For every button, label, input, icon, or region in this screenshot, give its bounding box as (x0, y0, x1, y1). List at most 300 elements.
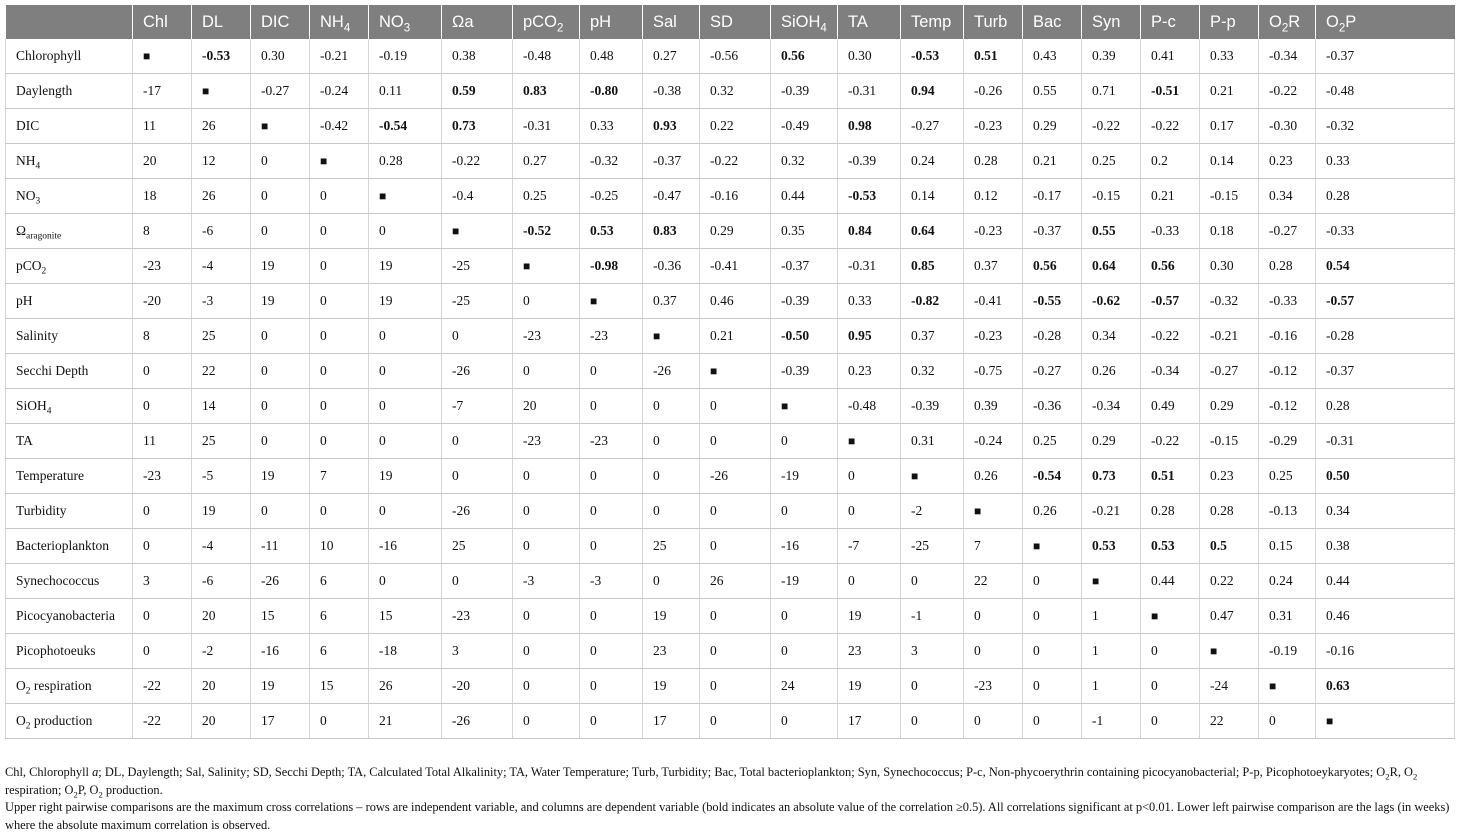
table-cell: -0.26 (964, 74, 1023, 109)
table-cell: -0.37 (1316, 39, 1455, 74)
table-cell: 19 (251, 459, 310, 494)
table-cell: -0.48 (513, 39, 580, 74)
column-header-label: NH (320, 12, 344, 31)
table-cell: 0.32 (700, 74, 771, 109)
table-cell: 0.44 (1141, 564, 1200, 599)
table-cell: 0.28 (1200, 494, 1259, 529)
column-header-label: pH (590, 12, 612, 31)
table-cell: 0.27 (643, 39, 700, 74)
table-cell: -0.36 (643, 249, 700, 284)
table-cell: 0 (580, 389, 643, 424)
column-header-subscript: 4 (343, 21, 351, 34)
table-cell: 0 (369, 494, 442, 529)
table-cell: -0.34 (1259, 39, 1316, 74)
column-header-label: NO (379, 12, 404, 31)
table-cell: -0.29 (1259, 424, 1316, 459)
table-cell: -0.21 (1200, 319, 1259, 354)
table-cell: -23 (964, 669, 1023, 704)
table-cell: -0.33 (1316, 214, 1455, 249)
diagonal-marker: ■ (1200, 634, 1259, 669)
table-cell: 0.18 (1200, 214, 1259, 249)
table-cell: 0 (513, 354, 580, 389)
table-cell: 18 (133, 179, 192, 214)
table-cell: 0.29 (1023, 109, 1082, 144)
row-label (6, 599, 133, 634)
table-cell: -1 (901, 599, 964, 634)
table-cell: 0 (133, 599, 192, 634)
table-cell: -0.16 (1259, 319, 1316, 354)
table-cell: 0.30 (838, 39, 901, 74)
table-cell: 25 (442, 529, 513, 564)
table-cell: -23 (580, 424, 643, 459)
table-cell: 22 (192, 354, 251, 389)
diagonal-marker: ■ (771, 389, 838, 424)
table-cell: 0.23 (1259, 144, 1316, 179)
column-header (251, 5, 310, 39)
table-cell: 0 (133, 634, 192, 669)
table-cell: 0.31 (901, 424, 964, 459)
table-cell: 0.23 (838, 354, 901, 389)
column-header-label: pCO (523, 12, 557, 31)
table-cell: -16 (251, 634, 310, 669)
table-cell: -26 (700, 459, 771, 494)
table-cell: -26 (442, 704, 513, 739)
row-label (6, 529, 133, 564)
table-cell: -0.39 (771, 284, 838, 319)
table-row (6, 389, 1455, 424)
footnote-abbreviations: Chl, Chlorophyll a; DL, Daylength; Sal, Salinity; SD, Secchi Depth; TA, Calculated Total Alkalinity; TA, Water Temperature; Turb, Turbidity; Bac, Total bacterioplankton; Syn, Synechococcus; P-c, Non-phycoerythrin containing picocyanobacterial; P-p, Picophotoeykaryotes; $O_2R$, $O_2$ respiration; $O_2P$, $O_2$ production. (5, 765, 1418, 799)
table-cell: 0.21 (1023, 144, 1082, 179)
table-cell: -0.31 (1316, 424, 1455, 459)
column-header (192, 5, 251, 39)
table-cell: -24 (1200, 669, 1259, 704)
table-cell: 0 (580, 599, 643, 634)
diagonal-marker: ■ (442, 214, 513, 249)
table-cell: 0.28 (964, 144, 1023, 179)
table-cell: 0 (838, 459, 901, 494)
table-cell: 0.39 (1082, 39, 1141, 74)
table-cell: 0.5 (1200, 529, 1259, 564)
row-label (6, 249, 133, 284)
row-label-text: Picophotoeuks (16, 643, 96, 658)
table-cell: 0.39 (964, 389, 1023, 424)
table-cell: -0.51 (1141, 74, 1200, 109)
table-row (6, 529, 1455, 564)
table-cell: -0.37 (1316, 354, 1455, 389)
table-cell: 0.93 (643, 109, 700, 144)
table-cell: -0.55 (1023, 284, 1082, 319)
row-label (6, 704, 133, 739)
table-cell: -0.22 (1141, 319, 1200, 354)
diagonal-marker: ■ (1082, 564, 1141, 599)
table-cell: -0.34 (1141, 354, 1200, 389)
table-cell: 0 (369, 564, 442, 599)
table-cell: 0 (251, 424, 310, 459)
table-cell: 3 (133, 564, 192, 599)
table-cell: -0.54 (1023, 459, 1082, 494)
table-cell: 0.28 (1316, 179, 1455, 214)
row-label-text: Temperature (16, 468, 85, 483)
table-cell: -16 (369, 529, 442, 564)
row-label-subscript: 4 (35, 161, 41, 172)
table-cell: 0 (643, 424, 700, 459)
table-cell: -0.36 (1023, 389, 1082, 424)
row-label (6, 459, 133, 494)
table-cell: 25 (192, 319, 251, 354)
table-cell: -0.34 (1082, 389, 1141, 424)
table-cell: -6 (192, 564, 251, 599)
table-cell: 0.2 (1141, 144, 1200, 179)
table-cell: 0.25 (1023, 424, 1082, 459)
row-label-text: SiOH (16, 398, 47, 413)
table-cell: 0.25 (1082, 144, 1141, 179)
table-cell: -0.17 (1023, 179, 1082, 214)
table-cell: -0.75 (964, 354, 1023, 389)
table-cell: 10 (310, 529, 369, 564)
table-cell: 0.84 (838, 214, 901, 249)
table-cell: -0.47 (643, 179, 700, 214)
table-cell: 0.30 (1200, 249, 1259, 284)
table-cell: 0 (700, 529, 771, 564)
table-cell: 0.26 (1082, 354, 1141, 389)
row-label (6, 214, 133, 249)
table-cell: 0.51 (1141, 459, 1200, 494)
header-corner (6, 5, 133, 39)
table-cell: 0 (771, 599, 838, 634)
diagonal-marker: ■ (1023, 529, 1082, 564)
table-cell: 6 (310, 599, 369, 634)
table-cell: 0.34 (1259, 179, 1316, 214)
table-cell: -22 (133, 704, 192, 739)
table-cell: 0 (580, 529, 643, 564)
table-cell: 11 (133, 424, 192, 459)
table-cell: 0 (513, 704, 580, 739)
table-cell: -0.13 (1259, 494, 1316, 529)
table-cell: 19 (251, 249, 310, 284)
diagonal-marker: ■ (251, 109, 310, 144)
table-cell: 0.41 (1141, 39, 1200, 74)
row-label-text: Turbidity (16, 503, 67, 518)
table-cell: 25 (192, 424, 251, 459)
table-row (6, 634, 1455, 669)
table-cell: -0.27 (251, 74, 310, 109)
table-cell: 17 (643, 704, 700, 739)
table-cell: -0.53 (192, 39, 251, 74)
table-cell: 21 (369, 704, 442, 739)
column-header-subscript: 2 (1281, 21, 1289, 34)
table-cell: 0 (310, 319, 369, 354)
column-header-label: DIC (261, 12, 290, 31)
table-cell: -0.16 (700, 179, 771, 214)
column-header-label: O (1326, 12, 1339, 31)
table-row (6, 39, 1455, 74)
column-header (310, 5, 369, 39)
table-cell: 6 (310, 564, 369, 599)
table-cell: -0.21 (1082, 494, 1141, 529)
table-cell: -1 (1082, 704, 1141, 739)
table-row (6, 144, 1455, 179)
column-header-suffix: P (1345, 12, 1357, 31)
table-cell: -0.57 (1316, 284, 1455, 319)
table-cell: 24 (771, 669, 838, 704)
table-cell: 6 (310, 634, 369, 669)
table-cell: 0.38 (1316, 529, 1455, 564)
row-label (6, 564, 133, 599)
table-cell: -0.33 (1141, 214, 1200, 249)
table-cell: 0 (251, 319, 310, 354)
table-cell: 0.26 (964, 459, 1023, 494)
table-cell: 15 (310, 669, 369, 704)
table-cell: 0.59 (442, 74, 513, 109)
table-cell: 0.22 (1200, 564, 1259, 599)
column-header-label: SiOH (781, 12, 821, 31)
column-header (838, 5, 901, 39)
row-label-subscript: 2 (25, 686, 31, 697)
table-cell: 0 (251, 494, 310, 529)
table-cell: 0 (901, 669, 964, 704)
table-cell: 0.54 (1316, 249, 1455, 284)
table-cell: 0.98 (838, 109, 901, 144)
table-cell: 3 (901, 634, 964, 669)
column-header-label: TA (848, 12, 868, 31)
table-cell: 0 (133, 389, 192, 424)
table-cell: 0.94 (901, 74, 964, 109)
table-cell: 0.28 (1141, 494, 1200, 529)
row-label (6, 319, 133, 354)
row-label (6, 39, 133, 74)
table-cell: 0.37 (901, 319, 964, 354)
table-cell: 0 (1023, 599, 1082, 634)
table-cell: 0.43 (1023, 39, 1082, 74)
row-label (6, 109, 133, 144)
table-cell: 19 (838, 669, 901, 704)
diagonal-marker: ■ (192, 74, 251, 109)
table-cell: 0.27 (513, 144, 580, 179)
table-cell: 0 (442, 459, 513, 494)
column-header-label: Sal (653, 12, 677, 31)
table-cell: 0.83 (643, 214, 700, 249)
table-cell: -6 (192, 214, 251, 249)
table-cell: 0 (580, 494, 643, 529)
table-cell: 0.31 (1259, 599, 1316, 634)
table-cell: 0 (133, 354, 192, 389)
row-label-text: Daylength (16, 83, 73, 98)
table-cell: -20 (133, 284, 192, 319)
table-row (6, 354, 1455, 389)
table-cell: -0.12 (1259, 389, 1316, 424)
table-cell: 0 (643, 459, 700, 494)
table-cell: 0.56 (771, 39, 838, 74)
table-cell: 0.14 (1200, 144, 1259, 179)
diagonal-marker: ■ (369, 179, 442, 214)
table-cell: -7 (838, 529, 901, 564)
table-cell: -0.15 (1200, 179, 1259, 214)
table-cell: 23 (643, 634, 700, 669)
table-cell: -0.57 (1141, 284, 1200, 319)
table-cell: 0 (251, 354, 310, 389)
table-cell: -0.53 (901, 39, 964, 74)
table-cell: 20 (192, 704, 251, 739)
table-cell: 0.46 (700, 284, 771, 319)
column-header-label: Syn (1092, 12, 1121, 31)
table-cell: -0.28 (1316, 319, 1455, 354)
table-cell: 0.28 (1316, 389, 1455, 424)
table-cell: -0.62 (1082, 284, 1141, 319)
table-cell: 0 (1023, 704, 1082, 739)
table-cell: -0.19 (369, 39, 442, 74)
table-cell: 0.56 (1141, 249, 1200, 284)
table-cell: -4 (192, 529, 251, 564)
table-row (6, 284, 1455, 319)
table-cell: -0.27 (1200, 354, 1259, 389)
table-cell: 0.23 (1200, 459, 1259, 494)
table-cell: 19 (838, 599, 901, 634)
row-label-text: pH (16, 293, 33, 308)
table-cell: -0.56 (700, 39, 771, 74)
column-header-label: P-p (1210, 12, 1236, 31)
table-cell: 0 (771, 634, 838, 669)
column-header (643, 5, 700, 39)
table-cell: -0.41 (964, 284, 1023, 319)
table-cell: 0 (901, 704, 964, 739)
table-cell: -0.22 (442, 144, 513, 179)
table-cell: 0.21 (1200, 74, 1259, 109)
table-cell: 0.53 (1141, 529, 1200, 564)
table-cell: 0.47 (1200, 599, 1259, 634)
row-label-text: O (16, 678, 26, 693)
column-header-label: Turb (974, 12, 1008, 31)
table-cell: 12 (192, 144, 251, 179)
table-cell: -0.24 (964, 424, 1023, 459)
row-label (6, 634, 133, 669)
table-cell: -18 (369, 634, 442, 669)
table-cell: 0.44 (771, 179, 838, 214)
row-label-text: O (16, 713, 26, 728)
table-cell: -0.38 (643, 74, 700, 109)
table-cell: 0 (513, 284, 580, 319)
table-cell: 0.56 (1023, 249, 1082, 284)
row-label (6, 284, 133, 319)
diagonal-marker: ■ (838, 424, 901, 459)
table-cell: 20 (133, 144, 192, 179)
table-cell: 0 (310, 354, 369, 389)
table-cell: 20 (513, 389, 580, 424)
table-row (6, 214, 1455, 249)
row-label (6, 389, 133, 424)
table-cell: -5 (192, 459, 251, 494)
table-cell: 7 (310, 459, 369, 494)
table-cell: 0.35 (771, 214, 838, 249)
table-cell: 0.38 (442, 39, 513, 74)
table-row (6, 109, 1455, 144)
column-header (964, 5, 1023, 39)
table-cell: -0.22 (1082, 109, 1141, 144)
table-cell: 0.55 (1082, 214, 1141, 249)
table-cell: 0 (133, 529, 192, 564)
table-cell: 19 (643, 599, 700, 634)
table-row (6, 179, 1455, 214)
table-cell: -0.4 (442, 179, 513, 214)
table-cell: 0.14 (901, 179, 964, 214)
table-cell: 0 (1023, 669, 1082, 704)
table-cell: -0.50 (771, 319, 838, 354)
row-label-suffix: respiration (30, 678, 92, 693)
row-label-text: DIC (16, 118, 40, 133)
table-cell: 0 (838, 564, 901, 599)
table-cell: -0.37 (1023, 214, 1082, 249)
table-cell: -17 (133, 74, 192, 109)
table-cell: 0 (838, 494, 901, 529)
table-cell: -0.15 (1200, 424, 1259, 459)
table-cell: 0 (580, 634, 643, 669)
row-label-subscript: aragonite (26, 231, 62, 242)
table-cell: 0.12 (964, 179, 1023, 214)
table-cell: 26 (192, 109, 251, 144)
table-cell: 0 (964, 599, 1023, 634)
row-label-text: Salinity (16, 328, 59, 343)
table-cell: -0.22 (1259, 74, 1316, 109)
column-header (133, 5, 192, 39)
row-label-suffix: production (30, 713, 93, 728)
table-row (6, 459, 1455, 494)
table-cell: -23 (133, 249, 192, 284)
column-header-label: SD (710, 12, 733, 31)
diagonal-marker: ■ (580, 284, 643, 319)
table-cell: -0.27 (1023, 354, 1082, 389)
row-label (6, 494, 133, 529)
table-cell: 0 (310, 704, 369, 739)
table-cell: -0.42 (310, 109, 369, 144)
table-row (6, 599, 1455, 634)
table-cell: -20 (442, 669, 513, 704)
row-label (6, 144, 133, 179)
table-cell: -0.39 (771, 354, 838, 389)
column-header-subscript: 3 (403, 21, 411, 34)
table-cell: 0.11 (369, 74, 442, 109)
row-label-text: NO (16, 188, 36, 203)
table-cell: -26 (442, 494, 513, 529)
table-cell: 0 (251, 214, 310, 249)
table-cell: 20 (192, 669, 251, 704)
column-header (442, 5, 513, 39)
table-cell: -23 (580, 319, 643, 354)
table-cell: -0.39 (901, 389, 964, 424)
row-label-text: Ω (16, 223, 27, 238)
table-cell: 0.33 (580, 109, 643, 144)
table-cell: -0.80 (580, 74, 643, 109)
table-cell: 17 (251, 704, 310, 739)
table-cell: 0.95 (838, 319, 901, 354)
footnote-explanation: Upper right pairwise comparisons are the maximum cross correlations – rows are independent variable, and columns are dependent variable (bold indicates an absolute value of the correlation ≥0.5). All correlations significant at p<0.01. Lower left pairwise comparison are the lags (in weeks) where the absolute maximum correlation is observed. (5, 800, 1450, 832)
table-cell: 0.50 (1316, 459, 1455, 494)
table-cell: -7 (442, 389, 513, 424)
diagonal-marker: ■ (700, 354, 771, 389)
table-cell: -0.28 (1023, 319, 1082, 354)
row-label-subscript: 2 (25, 721, 31, 732)
table-cell: 0.29 (1082, 424, 1141, 459)
table-cell: -25 (442, 284, 513, 319)
table-cell: -0.22 (1141, 109, 1200, 144)
table-cell: -0.48 (1316, 74, 1455, 109)
table-footnote (5, 764, 1455, 834)
table-cell: 0 (643, 389, 700, 424)
table-cell: 0 (964, 634, 1023, 669)
table-cell: 19 (369, 459, 442, 494)
table-cell: -23 (133, 459, 192, 494)
table-cell: -23 (513, 424, 580, 459)
table-cell: -0.39 (838, 144, 901, 179)
table-cell: 0 (1259, 704, 1316, 739)
